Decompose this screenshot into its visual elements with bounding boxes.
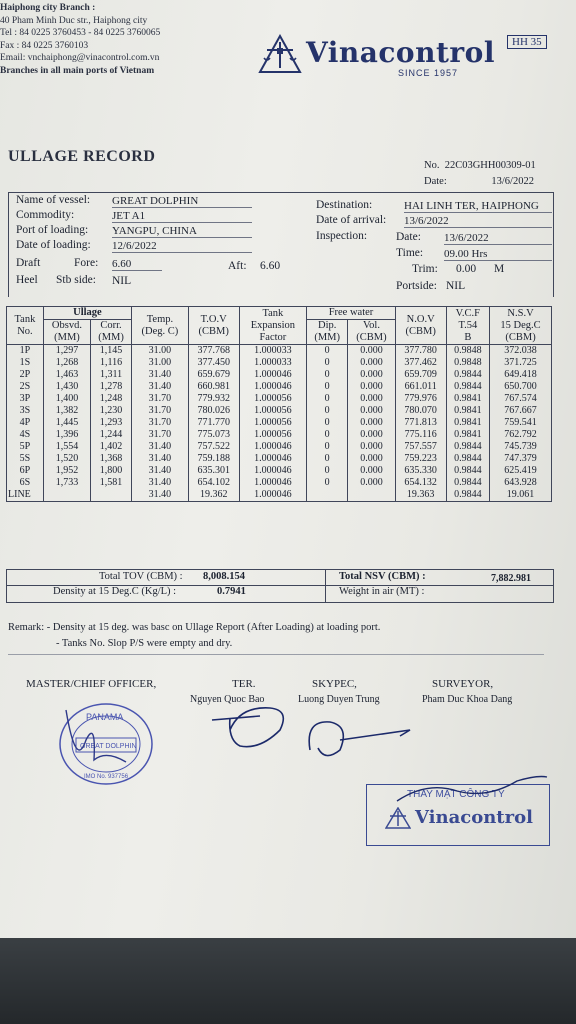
- cell-obsvd: 1,396: [43, 429, 90, 441]
- cell-vcf: 0.9841: [446, 417, 490, 429]
- cell-tank: 3S: [7, 405, 44, 417]
- cell-vol: 0.000: [348, 453, 396, 465]
- cell-tank: LINE: [7, 489, 44, 502]
- weight-air-label: Weight in air (MT) :: [339, 586, 425, 597]
- cell-corr: 1,116: [91, 357, 132, 369]
- cell-nov: 771.813: [395, 417, 446, 429]
- arrival-label: Date of arrival:: [316, 214, 387, 226]
- destination-label: Destination:: [316, 199, 373, 211]
- cell-tov: 19.362: [188, 489, 239, 502]
- table-row: [7, 441, 552, 453]
- vessel-label: Name of vessel:: [16, 194, 91, 206]
- cell-tov: 377.450: [188, 357, 239, 369]
- cell-vol: 0.000: [348, 441, 396, 453]
- cell-obsvd: 1,445: [43, 417, 90, 429]
- cell-vol: 0.000: [348, 465, 396, 477]
- col-freewater-group: Free water: [307, 307, 396, 320]
- branch-note: Branches in all main ports of Vietnam: [0, 65, 155, 76]
- cell-vcf: 0.9844: [446, 489, 490, 502]
- cell-nsv: 643.928: [490, 477, 552, 489]
- cell-corr: 1,293: [91, 417, 132, 429]
- cell-tank: 2P: [7, 369, 44, 381]
- doc-number-block: [424, 158, 536, 190]
- cell-vol: 0.000: [348, 369, 396, 381]
- cell-nsv: 372.038: [490, 345, 552, 358]
- cell-vcf: 0.9844: [446, 381, 490, 393]
- cell-nov: 19.363: [395, 489, 446, 502]
- cell-dip: 0: [307, 441, 348, 453]
- cell-dip: 0: [307, 465, 348, 477]
- cell-expansion: 1.000046: [239, 489, 307, 502]
- cell-tank: 3P: [7, 393, 44, 405]
- trim-label: Trim:: [412, 263, 438, 275]
- cell-tov: 757.522: [188, 441, 239, 453]
- cell-vol: 0.000: [348, 381, 396, 393]
- cell-nsv: 745.739: [490, 441, 552, 453]
- cell-temp: 31.40: [132, 453, 189, 465]
- form-code-box: HH 35: [507, 35, 547, 49]
- table-row: [7, 405, 552, 417]
- cell-expansion: 1.000046: [239, 381, 307, 393]
- cell-nov: 759.223: [395, 453, 446, 465]
- cell-vol: 0.000: [348, 393, 396, 405]
- cell-obsvd: 1,430: [43, 381, 90, 393]
- table-row: [7, 429, 552, 441]
- cell-obsvd: 1,268: [43, 357, 90, 369]
- doc-no-label: No.: [424, 160, 440, 171]
- cell-nsv: 767.667: [490, 405, 552, 417]
- cell-dip: 0: [307, 429, 348, 441]
- col-tov: T.O.V (CBM): [188, 307, 239, 345]
- cell-tov: 775.073: [188, 429, 239, 441]
- ter-name: Nguyen Quoc Bao: [190, 694, 265, 705]
- cell-temp: 31.40: [132, 465, 189, 477]
- time-label: Time:: [396, 247, 424, 259]
- branch-title: Haiphong city Branch :: [0, 3, 96, 13]
- branch-email: Email: vnchaiphong@vinacontrol.com.vn: [0, 53, 160, 63]
- vessel-value: GREAT DOLPHIN: [112, 195, 252, 208]
- table-row: [7, 453, 552, 465]
- col-corr: Corr. (MM): [91, 320, 132, 345]
- cell-tank: 5P: [7, 441, 44, 453]
- inspection-label: Inspection:: [316, 230, 368, 242]
- cell-nsv: 759.541: [490, 417, 552, 429]
- insp-date-value: 13/6/2022: [444, 232, 552, 245]
- cell-temp: 31.40: [132, 477, 189, 489]
- cell-corr: 1,244: [91, 429, 132, 441]
- cell-tov: 771.770: [188, 417, 239, 429]
- stb-value: NIL: [112, 275, 132, 287]
- cell-dip: 0: [307, 381, 348, 393]
- cell-nov: 377.462: [395, 357, 446, 369]
- doc-date-value: 13/6/2022: [491, 176, 534, 187]
- cell-expansion: 1.000046: [239, 465, 307, 477]
- cell-vol: 0.000: [348, 417, 396, 429]
- cell-expansion: 1.000033: [239, 345, 307, 358]
- col-temp: Temp. (Deg. C): [132, 307, 189, 345]
- cell-corr: 1,311: [91, 369, 132, 381]
- table-row: [7, 345, 552, 358]
- cell-tov: 377.768: [188, 345, 239, 358]
- cell-vcf: 0.9841: [446, 429, 490, 441]
- branch-fax: Fax : 84 0225 3760103: [0, 40, 89, 51]
- cell-vol: 0.000: [348, 477, 396, 489]
- signatures-handwritten: [200, 700, 440, 770]
- cell-nov: 654.132: [395, 477, 446, 489]
- cell-corr: 1,145: [91, 345, 132, 358]
- cell-nov: 775.116: [395, 429, 446, 441]
- branch-address-block: [0, 2, 160, 77]
- cell-temp: 31.70: [132, 429, 189, 441]
- remark-block: [8, 620, 380, 652]
- master-label: MASTER/CHIEF OFFICER,: [26, 678, 157, 690]
- table-row: [7, 477, 552, 489]
- cell-corr: 1,368: [91, 453, 132, 465]
- cell-tank: 5S: [7, 453, 44, 465]
- surveyor-label: SURVEYOR,: [432, 678, 494, 690]
- cell-tank: 6P: [7, 465, 44, 477]
- remark-line-2: - Tanks No. Slop P/S were empty and dry.: [56, 638, 233, 649]
- ship-stamp-mid: GREAT DOLPHIN: [80, 743, 137, 750]
- cell-dip: 0: [307, 405, 348, 417]
- time-value: 09.00 Hrs: [444, 248, 552, 261]
- cell-corr: 1,800: [91, 465, 132, 477]
- cell-nsv: 649.418: [490, 369, 552, 381]
- table-row: [7, 489, 552, 502]
- cell-tank: 6S: [7, 477, 44, 489]
- cell-obsvd: 1,463: [43, 369, 90, 381]
- cell-obsvd: 1,297: [43, 345, 90, 358]
- cell-obsvd: 1,554: [43, 441, 90, 453]
- cell-tank: 2S: [7, 381, 44, 393]
- cell-dip: 0: [307, 417, 348, 429]
- vinacontrol-logo: [258, 34, 495, 82]
- cell-tank: 4P: [7, 417, 44, 429]
- col-vol: Vol. (CBM): [348, 320, 396, 345]
- remark-line-1: Remark: - Density at 15 deg. was basc on Ullage Report (After Loading) at loading port.: [8, 622, 381, 633]
- cell-temp: 31.70: [132, 417, 189, 429]
- commodity-label: Commodity:: [16, 209, 75, 221]
- table-row: [7, 417, 552, 429]
- table-row: [7, 465, 552, 477]
- total-tov-value: 8,008.154: [203, 571, 245, 582]
- cell-nsv: 747.379: [490, 453, 552, 465]
- cell-nsv: 625.419: [490, 465, 552, 477]
- stamp-caption: THAY MẶT CÔNG TY: [407, 789, 505, 800]
- cell-obsvd: 1,520: [43, 453, 90, 465]
- cell-temp: 31.40: [132, 489, 189, 502]
- cell-nov: 377.780: [395, 345, 446, 358]
- col-nsv: N.S.V 15 Deg.C (CBM): [490, 307, 552, 345]
- cell-corr: 1,581: [91, 477, 132, 489]
- ship-stamp-top: PANAMA: [86, 712, 124, 722]
- cell-obsvd: 1,733: [43, 477, 90, 489]
- cell-expansion: 1.000056: [239, 417, 307, 429]
- cell-nsv: 762.792: [490, 429, 552, 441]
- cell-corr: 1,230: [91, 405, 132, 417]
- vinacontrol-stamp: [366, 784, 550, 846]
- doc-no-value: 22C03GHH00309-01: [444, 160, 536, 171]
- branch-address: 40 Pham Minh Duc str., Haiphong city: [0, 15, 148, 26]
- cell-temp: 31.70: [132, 405, 189, 417]
- cell-tank: 4S: [7, 429, 44, 441]
- cell-obsvd: 1,400: [43, 393, 90, 405]
- cell-dip: 0: [307, 393, 348, 405]
- date-loading-value: 12/6/2022: [112, 240, 252, 253]
- cell-temp: 31.40: [132, 441, 189, 453]
- surveyor-signature: [367, 771, 549, 811]
- surveyor-name: Pham Duc Khoa Dang: [422, 694, 513, 705]
- col-vcf: V.C.F T.54 B: [446, 307, 490, 345]
- background-surface: [0, 938, 576, 1024]
- cell-temp: 31.40: [132, 369, 189, 381]
- table-row: [7, 357, 552, 369]
- arrival-value: 13/6/2022: [404, 215, 552, 228]
- cell-corr: 1,402: [91, 441, 132, 453]
- cell-nov: 779.976: [395, 393, 446, 405]
- cell-dip: 0: [307, 453, 348, 465]
- table-row: [7, 369, 552, 381]
- aft-value: 6.60: [260, 260, 281, 272]
- cell-expansion: 1.000056: [239, 393, 307, 405]
- heel-label: Heel: [16, 274, 38, 286]
- insp-date-label: Date:: [396, 231, 421, 243]
- col-ullage-group: Ullage: [43, 307, 131, 320]
- brand-since: SINCE 1957: [398, 68, 459, 78]
- cell-tov: 759.188: [188, 453, 239, 465]
- cell-vol: 0.000: [348, 345, 396, 358]
- cell-nsv: 650.700: [490, 381, 552, 393]
- col-expansion: Tank Expansion Factor: [239, 307, 307, 345]
- ter-label: TER.: [232, 678, 256, 690]
- cell-nsv: 767.574: [490, 393, 552, 405]
- cell-nsv: 371.725: [490, 357, 552, 369]
- ullage-table: [6, 306, 552, 502]
- cell-vcf: 0.9844: [446, 453, 490, 465]
- cell-tov: 635.301: [188, 465, 239, 477]
- scales-emblem-icon: [258, 34, 302, 74]
- cell-obsvd: [43, 489, 90, 502]
- cell-tov: 659.679: [188, 369, 239, 381]
- cell-dip: 0: [307, 477, 348, 489]
- cell-nov: 659.709: [395, 369, 446, 381]
- cell-vcf: 0.9844: [446, 465, 490, 477]
- brand-name: Vinacontrol: [306, 36, 495, 69]
- col-obsvd: Obsvd. (MM): [43, 320, 90, 345]
- totals-box: [6, 569, 554, 603]
- total-nsv-value: 7,882.981: [491, 573, 531, 584]
- cell-tov: 660.981: [188, 381, 239, 393]
- portside-value: NIL: [446, 280, 466, 292]
- aft-label: Aft:: [228, 260, 247, 272]
- cell-vcf: 0.9848: [446, 357, 490, 369]
- stb-label: Stb side:: [56, 274, 96, 286]
- port-loading-label: Port of loading:: [16, 224, 89, 236]
- cell-vol: [348, 489, 396, 502]
- cell-tov: 779.932: [188, 393, 239, 405]
- ship-stamp: [56, 700, 156, 788]
- trim-value: 0.00: [456, 263, 477, 275]
- cell-dip: 0: [307, 369, 348, 381]
- cell-expansion: 1.000046: [239, 441, 307, 453]
- density-value: 0.7941: [217, 586, 246, 597]
- cell-vcf: 0.9844: [446, 369, 490, 381]
- table-row: [7, 381, 552, 393]
- cell-corr: [91, 489, 132, 502]
- port-loading-value: YANGPU, CHINA: [112, 225, 252, 238]
- cell-expansion: 1.000046: [239, 477, 307, 489]
- total-tov-label: Total TOV (CBM) :: [99, 571, 183, 582]
- cell-nov: 661.011: [395, 381, 446, 393]
- cell-dip: [307, 489, 348, 502]
- total-nsv-label: Total NSV (CBM) :: [339, 571, 426, 582]
- doc-date-label: Date:: [424, 176, 447, 187]
- cell-nsv: 19.061: [490, 489, 552, 502]
- cell-expansion: 1.000056: [239, 429, 307, 441]
- portside-label: Portside:: [396, 280, 437, 292]
- cell-nov: 635.330: [395, 465, 446, 477]
- branch-tel: Tel : 84 0225 3760453 - 84 0225 3760065: [0, 28, 161, 38]
- cell-dip: 0: [307, 345, 348, 358]
- destination-value: HAI LINH TER, HAIPHONG: [404, 200, 552, 213]
- cell-temp: 31.00: [132, 345, 189, 358]
- cell-vol: 0.000: [348, 405, 396, 417]
- cell-obsvd: 1,382: [43, 405, 90, 417]
- col-dip: Dip. (MM): [307, 320, 348, 345]
- cell-vol: 0.000: [348, 429, 396, 441]
- commodity-value: JET A1: [112, 210, 252, 223]
- cell-expansion: 1.000056: [239, 405, 307, 417]
- cell-tank: 1P: [7, 345, 44, 358]
- ship-stamp-seal-icon: [56, 700, 156, 788]
- stamp-brand: Vinacontrol: [415, 807, 533, 828]
- cell-vol: 0.000: [348, 357, 396, 369]
- cell-temp: 31.00: [132, 357, 189, 369]
- trim-unit: M: [494, 263, 505, 275]
- cell-expansion: 1.000046: [239, 453, 307, 465]
- cell-tank: 1S: [7, 357, 44, 369]
- density-label: Density at 15 Deg.C (Kg/L) :: [53, 586, 177, 597]
- skypec-name: Luong Duyen Trung: [298, 694, 380, 705]
- cell-vcf: 0.9844: [446, 477, 490, 489]
- cell-tov: 654.102: [188, 477, 239, 489]
- col-tank-no: Tank No.: [7, 307, 44, 345]
- cell-corr: 1,278: [91, 381, 132, 393]
- cell-obsvd: 1,952: [43, 465, 90, 477]
- fore-label: Fore:: [74, 257, 99, 269]
- cell-expansion: 1.000046: [239, 369, 307, 381]
- cell-vcf: 0.9848: [446, 345, 490, 358]
- page-title: ULLAGE RECORD: [8, 148, 156, 165]
- draft-label: Draft: [16, 257, 41, 269]
- cell-vcf: 0.9841: [446, 393, 490, 405]
- skypec-label: SKYPEC,: [312, 678, 357, 690]
- divider: [8, 654, 544, 655]
- cell-temp: 31.70: [132, 393, 189, 405]
- cell-vcf: 0.9841: [446, 405, 490, 417]
- ship-stamp-bottom: IMO No. 937756: [84, 774, 129, 780]
- date-loading-label: Date of loading:: [16, 239, 91, 251]
- cell-expansion: 1.000033: [239, 357, 307, 369]
- cell-corr: 1,248: [91, 393, 132, 405]
- col-nov: N.O.V (CBM): [395, 307, 446, 345]
- cell-vcf: 0.9844: [446, 441, 490, 453]
- cell-temp: 31.40: [132, 381, 189, 393]
- table-row: [7, 393, 552, 405]
- cell-nov: 757.557: [395, 441, 446, 453]
- cell-nov: 780.070: [395, 405, 446, 417]
- fore-value: 6.60: [112, 258, 162, 271]
- cell-tov: 780.026: [188, 405, 239, 417]
- cell-dip: 0: [307, 357, 348, 369]
